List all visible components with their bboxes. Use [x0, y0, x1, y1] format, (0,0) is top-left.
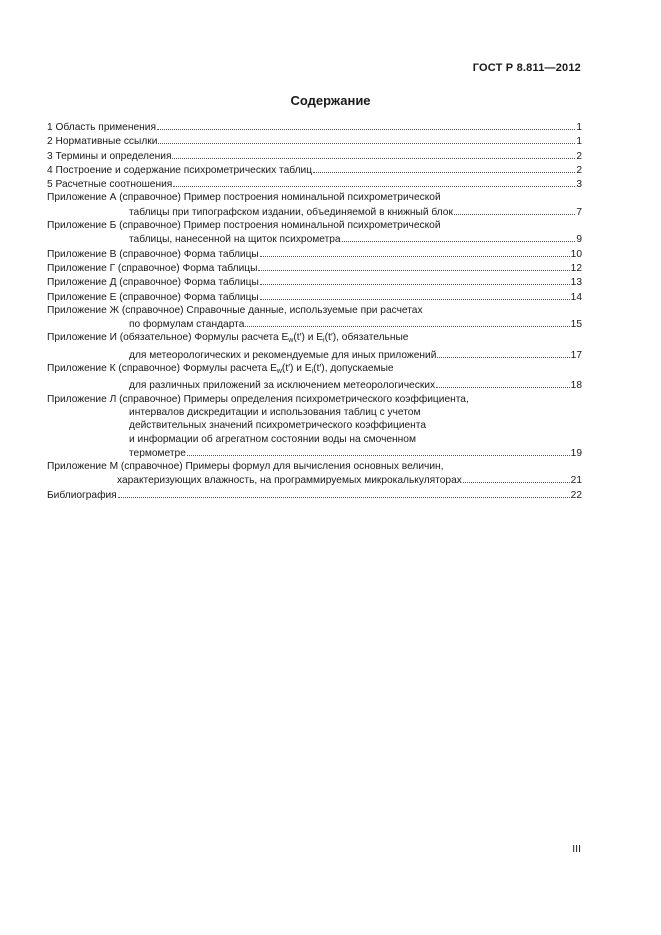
toc-entry-text: Приложение Б (справочное) Пример построения номинальной психрометрической — [47, 220, 441, 232]
toc-entry-text: Приложение Е (справочное) Форма таблицы — [47, 291, 259, 303]
toc-entry-appendix-e[interactable] — [47, 290, 582, 304]
toc-entry-text: Приложение В (справочное) Форма таблицы — [47, 248, 259, 260]
toc-page-number: 2 — [576, 164, 582, 176]
toc-entry-appendix-zh[interactable] — [47, 304, 582, 332]
leader-dots — [187, 446, 570, 456]
toc-entry-text: 4 Построение и содержание психрометрических таблиц — [47, 164, 313, 176]
leader-dots — [313, 163, 575, 173]
toc-entry-text: 5 Расчетные соотношения — [47, 179, 173, 191]
leader-dots — [454, 205, 575, 215]
toc-page-number: 13 — [570, 277, 582, 289]
toc-page-number: 12 — [570, 262, 582, 274]
leader-dots — [260, 275, 570, 285]
leader-dots — [260, 290, 570, 300]
leader-dots — [437, 348, 569, 358]
toc-entry-text: 3 Термины и определения — [47, 150, 172, 162]
toc-entry-appendix-g[interactable] — [47, 261, 582, 275]
toc-page-number: 9 — [576, 234, 582, 246]
toc-entry-appendix-a[interactable] — [47, 191, 582, 219]
toc-page-number: 21 — [570, 475, 582, 487]
toc-entry-appendix-m[interactable] — [47, 460, 582, 488]
toc-page-number: 17 — [570, 349, 582, 361]
toc-page-number: 22 — [570, 489, 582, 501]
toc-entry-terms[interactable] — [47, 149, 582, 163]
toc-entry-appendix-d[interactable] — [47, 275, 582, 289]
toc-entry-text-cont: таблицы, нанесенной на щиток психрометра — [129, 234, 341, 246]
toc-entry-text: Приложение И (обязательное) Формулы расчета $E_w(t')$ и $E_i(t')$, обязательные — [47, 332, 409, 345]
toc-page-number: 1 — [576, 122, 582, 133]
leader-dots — [463, 473, 570, 483]
leader-dots — [158, 134, 575, 144]
toc-entry-text: 1 Область применения — [47, 122, 156, 133]
toc-entry-appendix-v[interactable] — [47, 247, 582, 261]
toc-entry-text-cont: таблицы при типографском издании, объединяемой в книжный блок — [129, 206, 453, 218]
toc-page-number: 10 — [570, 248, 582, 260]
leader-dots — [260, 247, 570, 257]
toc-entry-calculations[interactable] — [47, 177, 582, 191]
toc-page-number: 15 — [570, 319, 582, 331]
toc-entry-text-cont: для метеорологических и рекомендуемые для иных приложений — [129, 349, 437, 361]
toc-entry-text-cont: действительных значений психрометрического коэффициента — [129, 420, 427, 432]
toc-entry-text: 2 Нормативные ссылки — [47, 136, 158, 148]
toc-entry-text: Приложение Д (справочное) Форма таблицы — [47, 277, 259, 289]
toc-entry-construction[interactable] — [47, 163, 582, 177]
toc-entry-text-cont: по формулам стандарта — [129, 319, 245, 331]
toc-entry-text: Приложение Г (справочное) Форма таблицы — [47, 262, 258, 274]
toc-page-number: 2 — [576, 150, 582, 162]
toc-entry-scope[interactable] — [47, 120, 582, 134]
toc-entry-appendix-b[interactable] — [47, 219, 582, 247]
toc-entry-normative-refs[interactable] — [47, 134, 582, 148]
leader-dots — [258, 261, 569, 271]
toc-entry-text: Приложение А (справочное) Пример построения номинальной психрометрической — [47, 192, 441, 204]
toc-entry-text: Приложение Ж (справочное) Справочные данные, используемые при расчетах — [47, 304, 423, 316]
toc-entry-text: Приложение М (справочное) Примеры формул для вычисления основных величин, — [47, 461, 444, 473]
leader-dots — [118, 488, 570, 498]
leader-dots — [342, 232, 576, 242]
toc-page-number: 7 — [576, 206, 582, 218]
leader-dots — [245, 317, 569, 327]
table-of-contents — [47, 120, 582, 502]
toc-entry-text-cont: термометре — [129, 447, 186, 459]
toc-entry-text: Приложение К (справочное) Формулы расчета $E_w(t')$ и $E_i(t')$, допускаемые — [47, 363, 394, 376]
toc-entry-text-cont: характеризующих влажность, на программируемых микрокалькуляторах — [117, 475, 462, 487]
leader-dots — [173, 177, 575, 187]
toc-entry-appendix-i[interactable] — [47, 331, 582, 362]
toc-page-number: 3 — [576, 179, 582, 191]
toc-entry-text-cont: интервалов дискредитации и использования таблиц с учетом — [129, 406, 421, 418]
page-number: III — [572, 843, 581, 855]
page-title: Содержание — [290, 93, 371, 108]
toc-page-number: 19 — [570, 447, 582, 459]
toc-entry-text-cont: и информации об агрегатном состоянии воды на смоченном — [129, 433, 416, 445]
toc-page-number: 1 — [576, 136, 582, 148]
toc-entry-appendix-l[interactable] — [47, 393, 582, 460]
toc-page-number: 18 — [570, 380, 582, 392]
toc-entry-text: Приложение Л (справочное) Примеры определения психрометрического коэффициента, — [47, 393, 469, 405]
toc-entry-appendix-k[interactable] — [47, 362, 582, 393]
leader-dots — [436, 378, 570, 388]
toc-entry-text-cont: для различных приложений за исключением метеорологических — [129, 380, 436, 392]
toc-entry-bibliography[interactable] — [47, 488, 582, 502]
toc-entry-text: Библиография — [47, 489, 117, 501]
leader-dots — [157, 120, 575, 130]
toc-page-number: 14 — [570, 291, 582, 303]
leader-dots — [172, 149, 575, 159]
document-code: ГОСТ Р 8.811—2012 — [472, 62, 581, 74]
